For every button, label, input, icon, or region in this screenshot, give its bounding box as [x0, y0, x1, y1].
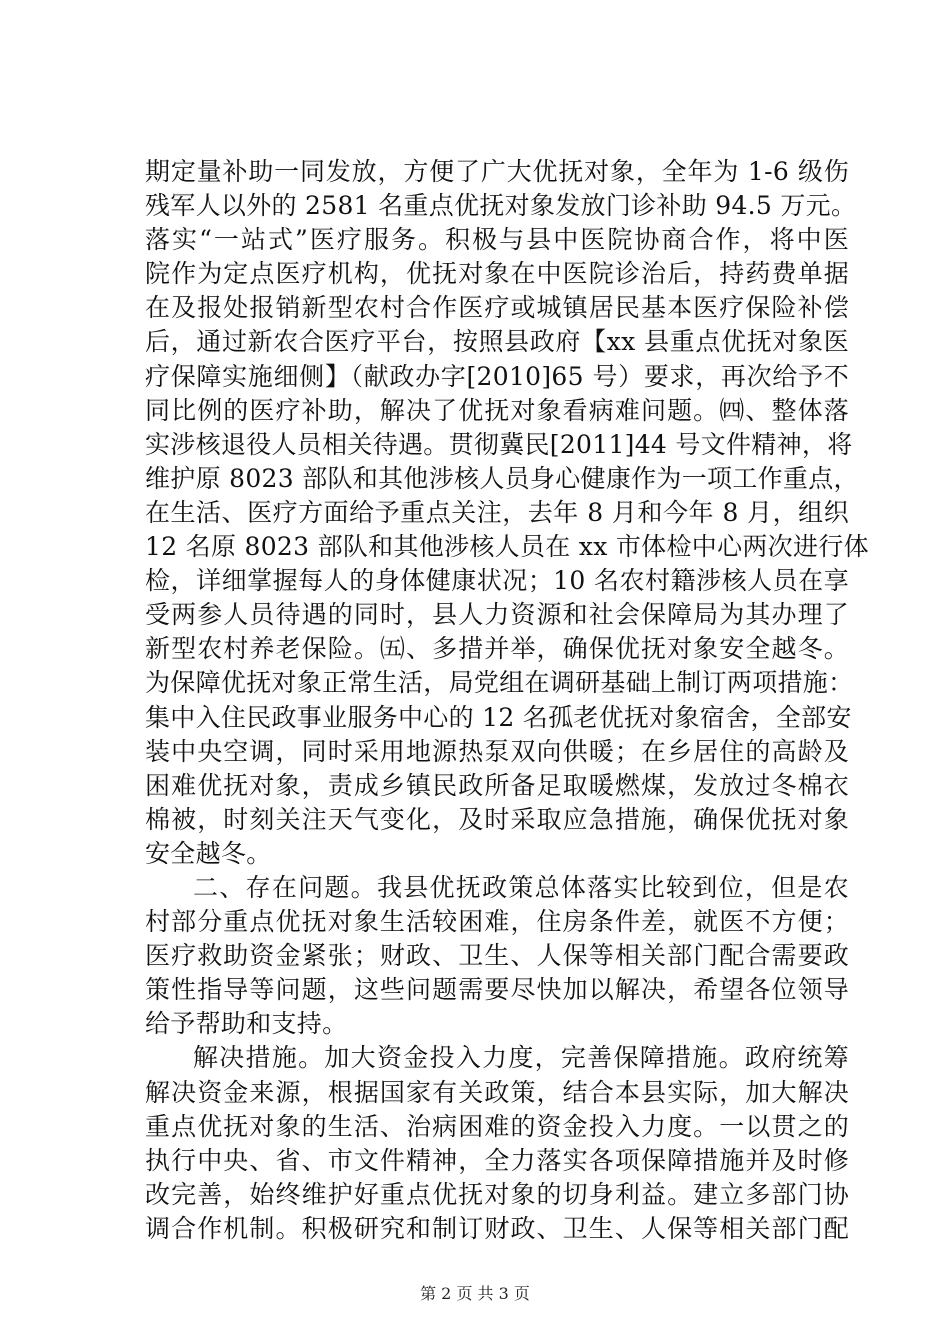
text-line: 医疗救助资金紧张；财政、卫生、人保等相关部门配合需要政 [145, 941, 849, 971]
text-line: 疗保障实施细侧】（献政办字[2010]65 号）要求，再次给予不 [145, 361, 849, 391]
text-line: 期定量补助一同发放，方便了广大优抚对象，全年为 1-6 级伤 [145, 157, 849, 186]
text-line: 集中入住民政事业服务中心的 12 名孤老优抚对象宿舍，全部安 [145, 702, 852, 732]
text-line: 在生活、医疗方面给予重点关注，去年 8 月和今年 8 月，组织 [145, 497, 849, 527]
text-line: 解决资金来源，根据国家有关政策，结合本县实际，加大解决 [145, 1077, 849, 1107]
text-line: 执行中央、省、市文件精神，全力落实各项保障措施并及时修 [145, 1145, 849, 1175]
text-line: 院作为定点医疗机构，优抚对象在中医院诊治后，持药费单据 [145, 259, 849, 289]
text-line: 新型农村养老保险。㈤、多措并举，确保优抚对象安全越冬。 [145, 634, 849, 664]
text-line: 维护原 8023 部队和其他涉核人员身心健康作为一项工作重点， [145, 463, 859, 493]
document-body [145, 155, 869, 1246]
text-line: 12 名原 8023 部队和其他涉核人员在 xx 市体检中心两次进行体 [145, 532, 869, 562]
page-number-footer: 第 2 页 共 3 页 [420, 1284, 530, 1303]
text-line: 村部分重点优抚对象生活较困难，住房条件差，就医不方便； [145, 907, 849, 937]
text-line: 调合作机制。积极研究和制订财政、卫生、人保等相关部门配 [145, 1213, 849, 1243]
text-line: 在及报处报销新型农村合作医疗或城镇居民基本医疗保险补偿 [145, 293, 849, 323]
text-line: 为保障优抚对象正常生活，局党组在调研基础上制订两项措施： [145, 668, 854, 698]
text-line: 残军人以外的 2581 名重点优抚对象发放门诊补助 94.5 万元。 [145, 191, 857, 221]
text-line: 棉被，时刻关注天气变化，及时采取应急措施，确保优抚对象 [145, 804, 849, 834]
text-line: 重点优抚对象的生活、治病困难的资金投入力度。一以贯之的 [145, 1111, 849, 1141]
text-line: 后，通过新农合医疗平台，按照县政府【xx 县重点优抚对象医 [145, 327, 849, 357]
text-line: 落实“一站式”医疗服务。积极与县中医院协商合作，将中医 [145, 225, 849, 255]
text-line: 二、存在问题。我县优抚政策总体落实比较到位，但是农 [193, 872, 849, 902]
text-line: 检，详细掌握每人的身体健康状况；10 名农村籍涉核人员在享 [145, 566, 849, 596]
text-line: 装中央空调，同时采用地源热泵双向供暖；在乡居住的高龄及 [145, 736, 849, 766]
text-line: 给予帮助和支持。 [145, 1009, 348, 1039]
text-line: 解决措施。加大资金投入力度，完善保障措施。政府统筹 [193, 1043, 849, 1073]
text-line: 安全越冬。 [145, 838, 272, 868]
text-line: 受两参人员待遇的同时，县人力资源和社会保障局为其办理了 [145, 600, 849, 630]
text-line: 实涉核退役人员相关待遇。贯彻冀民[2011]44 号文件精神，将 [145, 429, 853, 459]
text-line: 同比例的医疗补助，解决了优抚对象看病难问题。㈣、整体落 [145, 395, 849, 425]
text-line: 改完善，始终维护好重点优抚对象的切身利益。建立多部门协 [145, 1179, 849, 1209]
text-line: 困难优抚对象，责成乡镇民政所备足取暖燃煤，发放过冬棉衣 [145, 770, 849, 800]
text-line: 策性指导等问题，这些问题需要尽快加以解决，希望各位领导 [145, 975, 849, 1005]
